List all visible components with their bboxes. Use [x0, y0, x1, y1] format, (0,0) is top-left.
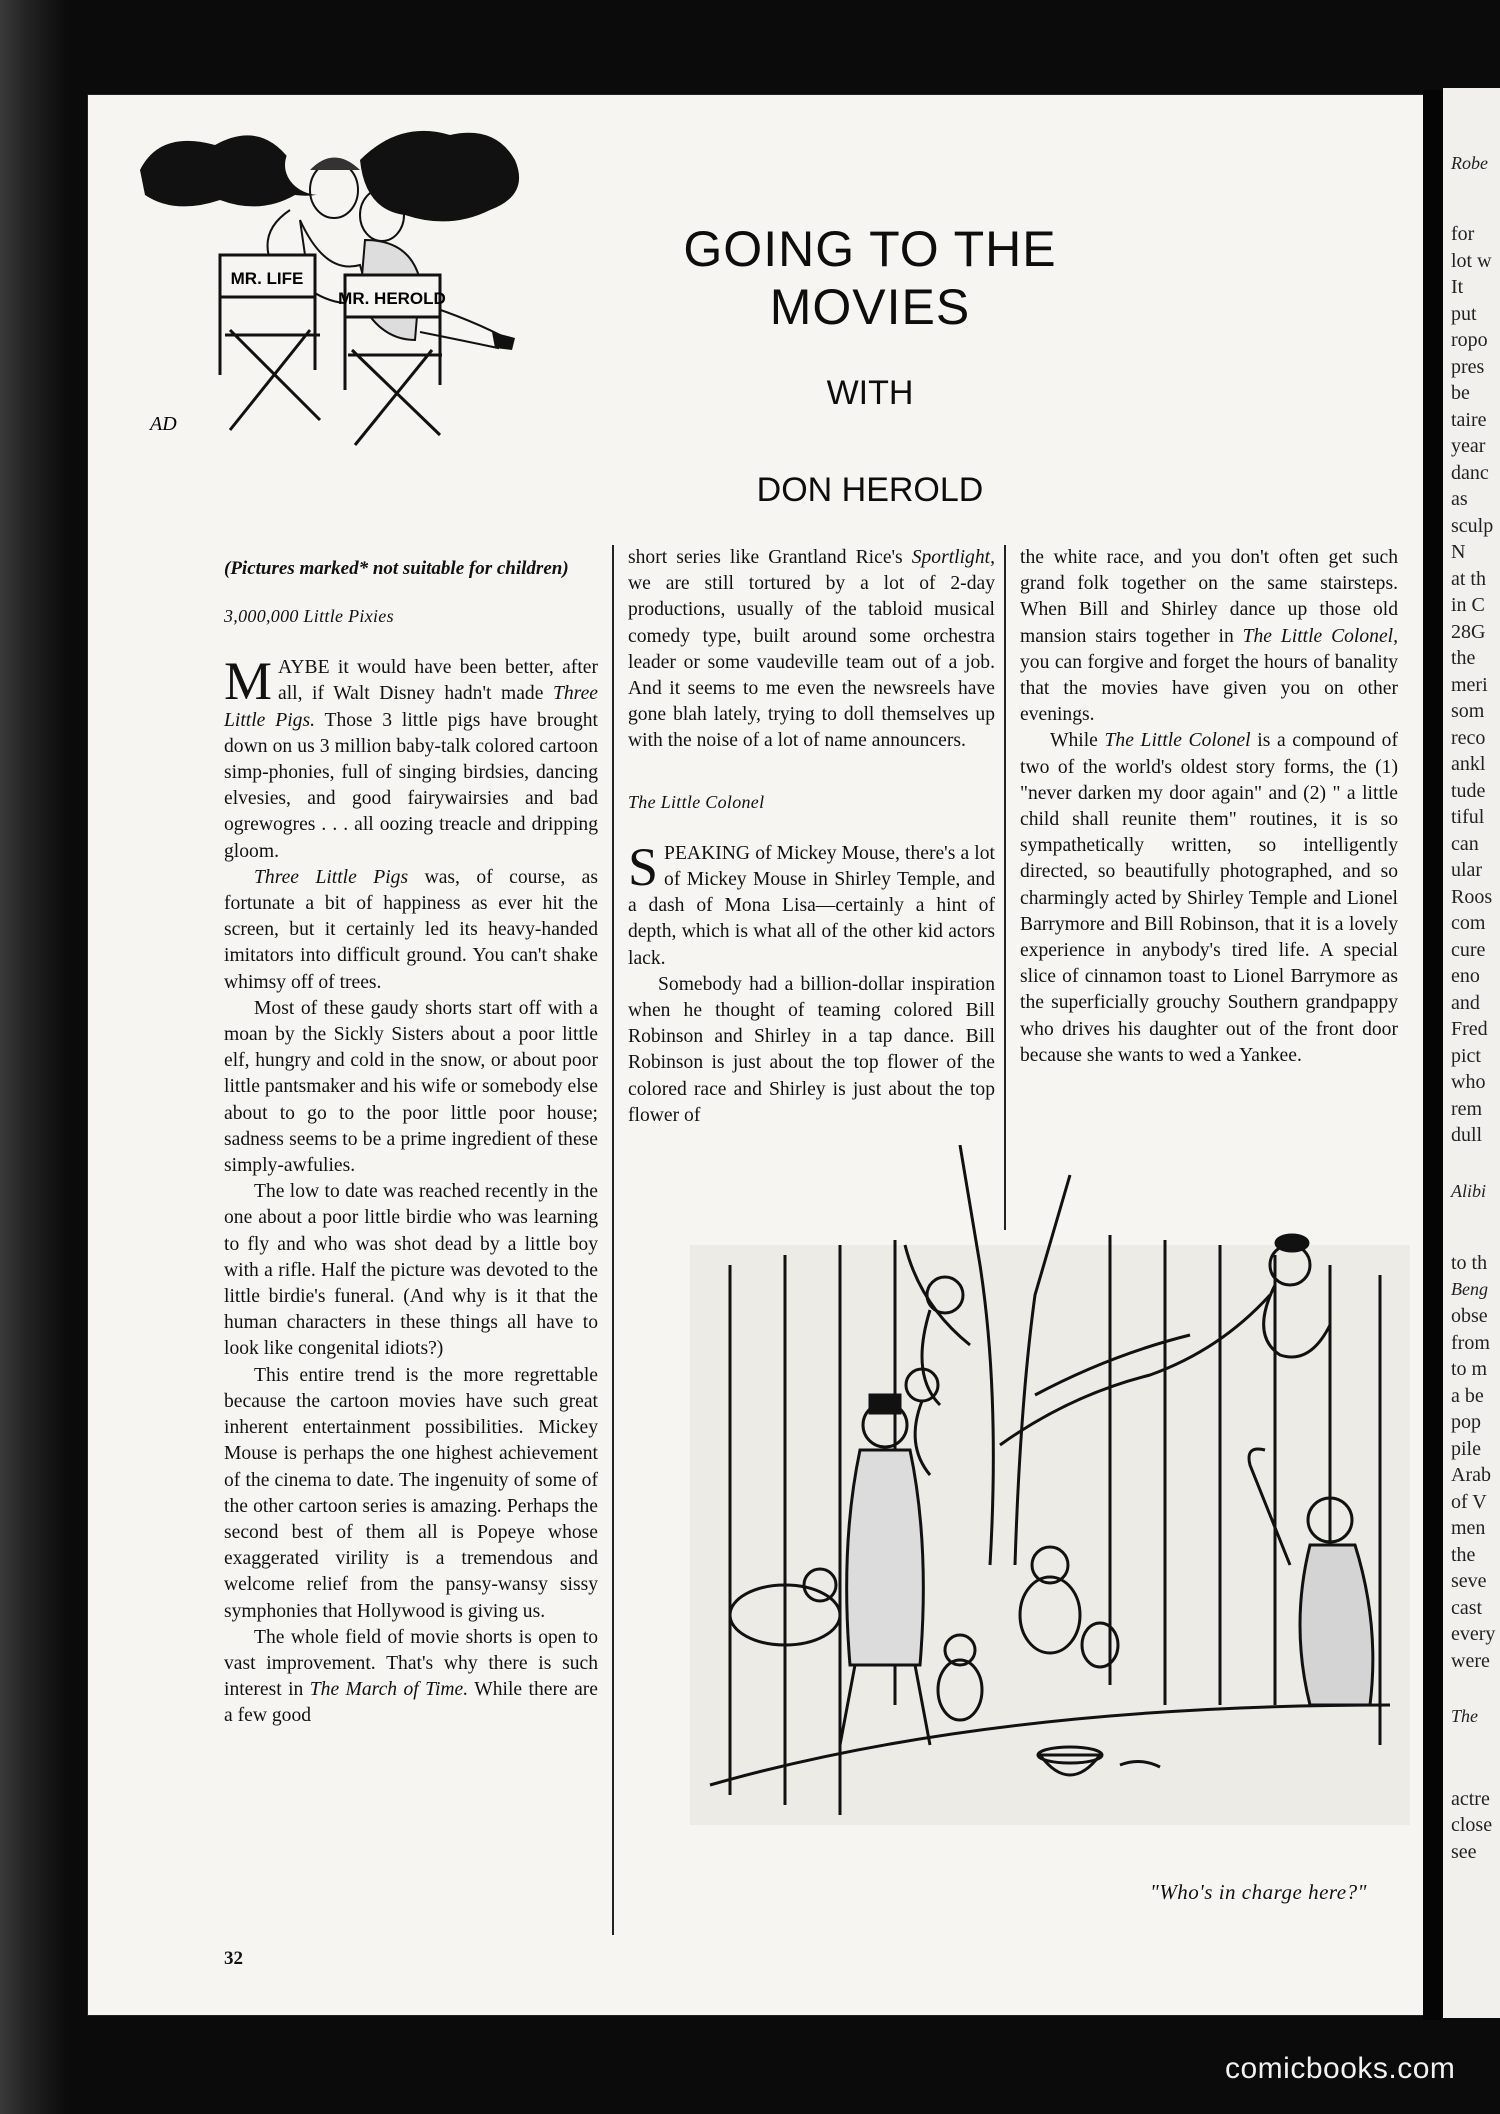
drop-cap: M — [224, 651, 273, 712]
paragraph: This entire trend is the more regrettable because the cartoon movies have such great inherent entertainment possibilities. Mickey Mouse is perhaps the one highest achievement of the cinema to date. The ingenuity of some of the other cartoon series is amazing. Perhaps the second best of them all is Popeye whose exaggerated virility is a tremendous and welcome relief from the pansy-wansy sissy symphonies that Hollywood is giving us. — [224, 1364, 598, 1622]
next-page-fragment: danc — [1451, 461, 1489, 484]
next-page-fragment: Alibi — [1451, 1180, 1486, 1201]
paragraph: While The Little Colonel is a compound of two of the world's oldest story forms, the (1) "never darken my door again" and (2) " a little child shall reunite them" routines, it is so sympathetically written, so intelligently directed, so beautifully photographed, and so charmingly acted by Shirley Temple and Lionel Barrymore and Bill Robinson, that it is a lovely experience in anybody's tired life. A special slice of cinnamon toast to Lionel Barrymore as the superficially grouchy Southern grandpappy who drives his daughter out of the front door because she wants to wed a Yankee. — [1020, 730, 1398, 1066]
next-page-fragment: com — [1451, 912, 1486, 934]
article-title-block — [580, 220, 1160, 510]
next-page-fragment: actre — [1451, 1787, 1490, 1810]
suitability-note: (Pictures marked* not suitable for children) — [224, 558, 569, 579]
next-page-fragment: to m — [1451, 1358, 1488, 1380]
next-page-fragment: obse — [1451, 1305, 1488, 1327]
section-subhead-pixies: 3,000,000 Little Pixies — [224, 606, 394, 626]
next-page-fragment: were — [1451, 1649, 1490, 1672]
paragraph: short series like Grantland Rice's Sportlight, we are still tortured by a lot of 2-day productions, usually of the tabloid musical comedy type, built around some orchestra leader or some vaudeville team out of a job. And it seems to me even the newsreels have gone blah lately, trying to doll themselves up with the noise of a lot of name announcers. — [628, 547, 995, 752]
next-page-fragment: tude — [1451, 779, 1486, 802]
next-page-fragment: 28G — [1451, 620, 1486, 643]
next-page-fragment: be — [1451, 382, 1470, 404]
next-page-fragment: in C — [1451, 594, 1485, 616]
next-page-fragment: N — [1451, 541, 1466, 563]
section-subhead-little-colonel: The Little Colonel — [628, 791, 765, 812]
next-page-fragment: who — [1451, 1071, 1486, 1093]
next-page-fragment: from — [1451, 1331, 1490, 1354]
next-page-fragment: dull — [1451, 1124, 1483, 1146]
header-illustration — [120, 100, 540, 480]
paragraph: SPEAKING of Mickey Mouse, there's a lot of Mickey Mouse in Shirley Temple, and a dash of Mona Lisa—certainly a hint of depth, which is what all of the other kid actors lack. — [628, 836, 995, 969]
next-page-fragment: Roos — [1451, 885, 1493, 908]
next-page-fragment: cure — [1451, 938, 1486, 961]
next-page-fragment: Arab — [1451, 1464, 1491, 1486]
column-2 — [628, 545, 995, 1129]
next-page-fragment: and — [1451, 991, 1480, 1014]
next-page-fragment: pile — [1451, 1437, 1481, 1460]
next-page-fragment: Fred — [1451, 1018, 1488, 1040]
page-gutter — [1423, 90, 1443, 2020]
next-page-fragment: men — [1451, 1517, 1486, 1539]
next-page-fragment: every — [1451, 1623, 1496, 1645]
article-title: GOING TO THE MOVIES — [683, 221, 1057, 335]
paragraph: the white race, and you don't often get such grand folk together on the same stairsteps. When Bill and Shirley dance up those old mansion stairs together in The Little Colonel, you can forgive and forget the hours of banality that the movies have given you on other evenings. — [1020, 547, 1399, 726]
watermark: comicbooks.com — [1225, 2052, 1456, 2085]
next-page-fragment: ular — [1451, 859, 1483, 881]
next-page-fragment: rem — [1451, 1097, 1483, 1120]
next-page-fragment: pop — [1451, 1411, 1481, 1433]
next-page-fragment: pres — [1451, 355, 1485, 378]
column-rule-1 — [612, 545, 614, 1935]
next-page-fragment: tiful — [1451, 806, 1485, 828]
next-page-fragment: Beng — [1451, 1278, 1488, 1299]
paragraph: Three Little Pigs was, of course, as fortunate a bit of happiness as ever hit the screen, but it certainly led its heavy-handed imitators into difficult ground. You can't shake whimsy off of trees. — [224, 866, 598, 993]
next-page-fragment: a be — [1451, 1384, 1484, 1407]
next-page-fragment: for — [1451, 223, 1475, 245]
zoo-cage-cartoon — [690, 1145, 1410, 1865]
cartoon-caption: "Who's in charge here?" — [1150, 1880, 1367, 1904]
next-page-fragment: sculp — [1451, 514, 1494, 537]
next-page-fragment: of V — [1451, 1490, 1487, 1513]
next-page-fragment: reco — [1451, 726, 1486, 749]
drop-cap: S — [628, 836, 659, 897]
next-page-fragment: at th — [1451, 567, 1486, 590]
next-page-fragment: year — [1451, 435, 1486, 457]
artist-initials: AD — [150, 413, 177, 435]
title-with: WITH — [826, 374, 914, 412]
next-page-fragment: lot w — [1451, 249, 1492, 272]
scan-left-edge — [0, 0, 70, 2114]
paragraph: The low to date was reached recently in the one about a poor little birdie who was learning to fly and who was shot dead by a little boy with a rifle. Half the picture was devoted to the little birdie's funeral. (And why is it that the human characters in these things all have to look like congenital idiots?) — [224, 1181, 598, 1360]
next-page-fragment: put — [1451, 302, 1477, 325]
author-name: DON HEROLD — [756, 471, 984, 509]
column-3 — [1020, 545, 1398, 1069]
next-page-fragment: taire — [1451, 408, 1487, 431]
column-1 — [224, 555, 598, 1730]
next-page-fragment: to th — [1451, 1252, 1488, 1274]
next-page-fragment: ropo — [1451, 329, 1488, 351]
page-number: 32 — [224, 1948, 243, 1969]
next-page-fragment: ankl — [1451, 753, 1486, 775]
next-page-fragment: The — [1451, 1706, 1478, 1726]
next-page-fragment: seve — [1451, 1570, 1487, 1592]
next-page-fragment: It — [1451, 276, 1464, 298]
column-rule-2 — [1004, 545, 1006, 1230]
next-page-fragment: can — [1451, 832, 1479, 855]
next-page-fragment: som — [1451, 700, 1485, 722]
paragraph: MAYBE it would have been better, after all, if Walt Disney hadn't made Three Little Pigs. Those 3 little pigs have brought down on us 3 million baby-talk colored cartoon simp-phonies, full of singing birdsies, dancing elvesies, and good fairywairsies and bad ogrewogres . . . all oozing treacle and dripping gloom. — [224, 651, 598, 862]
next-page-fragment: cast — [1451, 1596, 1483, 1619]
chair-label-right: MR. HEROLD — [338, 289, 446, 308]
next-page-fragment: as — [1451, 488, 1468, 510]
next-page-sliver — [1443, 88, 1500, 2018]
next-page-fragment: eno — [1451, 965, 1480, 987]
paragraph: Somebody had a billion-dollar inspiration when he thought of teaming colored Bill Robinson and Shirley in a tap dance. Bill Robinson is just about the top flower of the colored race and Shirley is just about the top flower of — [628, 973, 995, 1126]
next-page-fragment: pict — [1451, 1044, 1481, 1067]
next-page-fragment: see — [1451, 1840, 1477, 1863]
next-page-fragment: Robe — [1451, 153, 1488, 173]
chair-label-left: MR. LIFE — [230, 269, 304, 288]
next-page-fragment: the — [1451, 1543, 1476, 1566]
next-page-fragment: meri — [1451, 673, 1488, 696]
paragraph: Most of these gaudy shorts start off with a moan by the Sickly Sisters about a poor little elf, hungry and cold in the snow, or about poor little pantsmaker and his wife or somebody else about to go to the poor little poor house; sadness seems to be a prime ingredient of these simply-awfulies. — [224, 997, 598, 1177]
paragraph: The whole field of movie shorts is open to vast improvement. That's why there is such interest in The March of Time. While there are a few good — [224, 1626, 599, 1727]
next-page-fragment: close — [1451, 1814, 1493, 1836]
next-page-fragment: the — [1451, 647, 1476, 669]
